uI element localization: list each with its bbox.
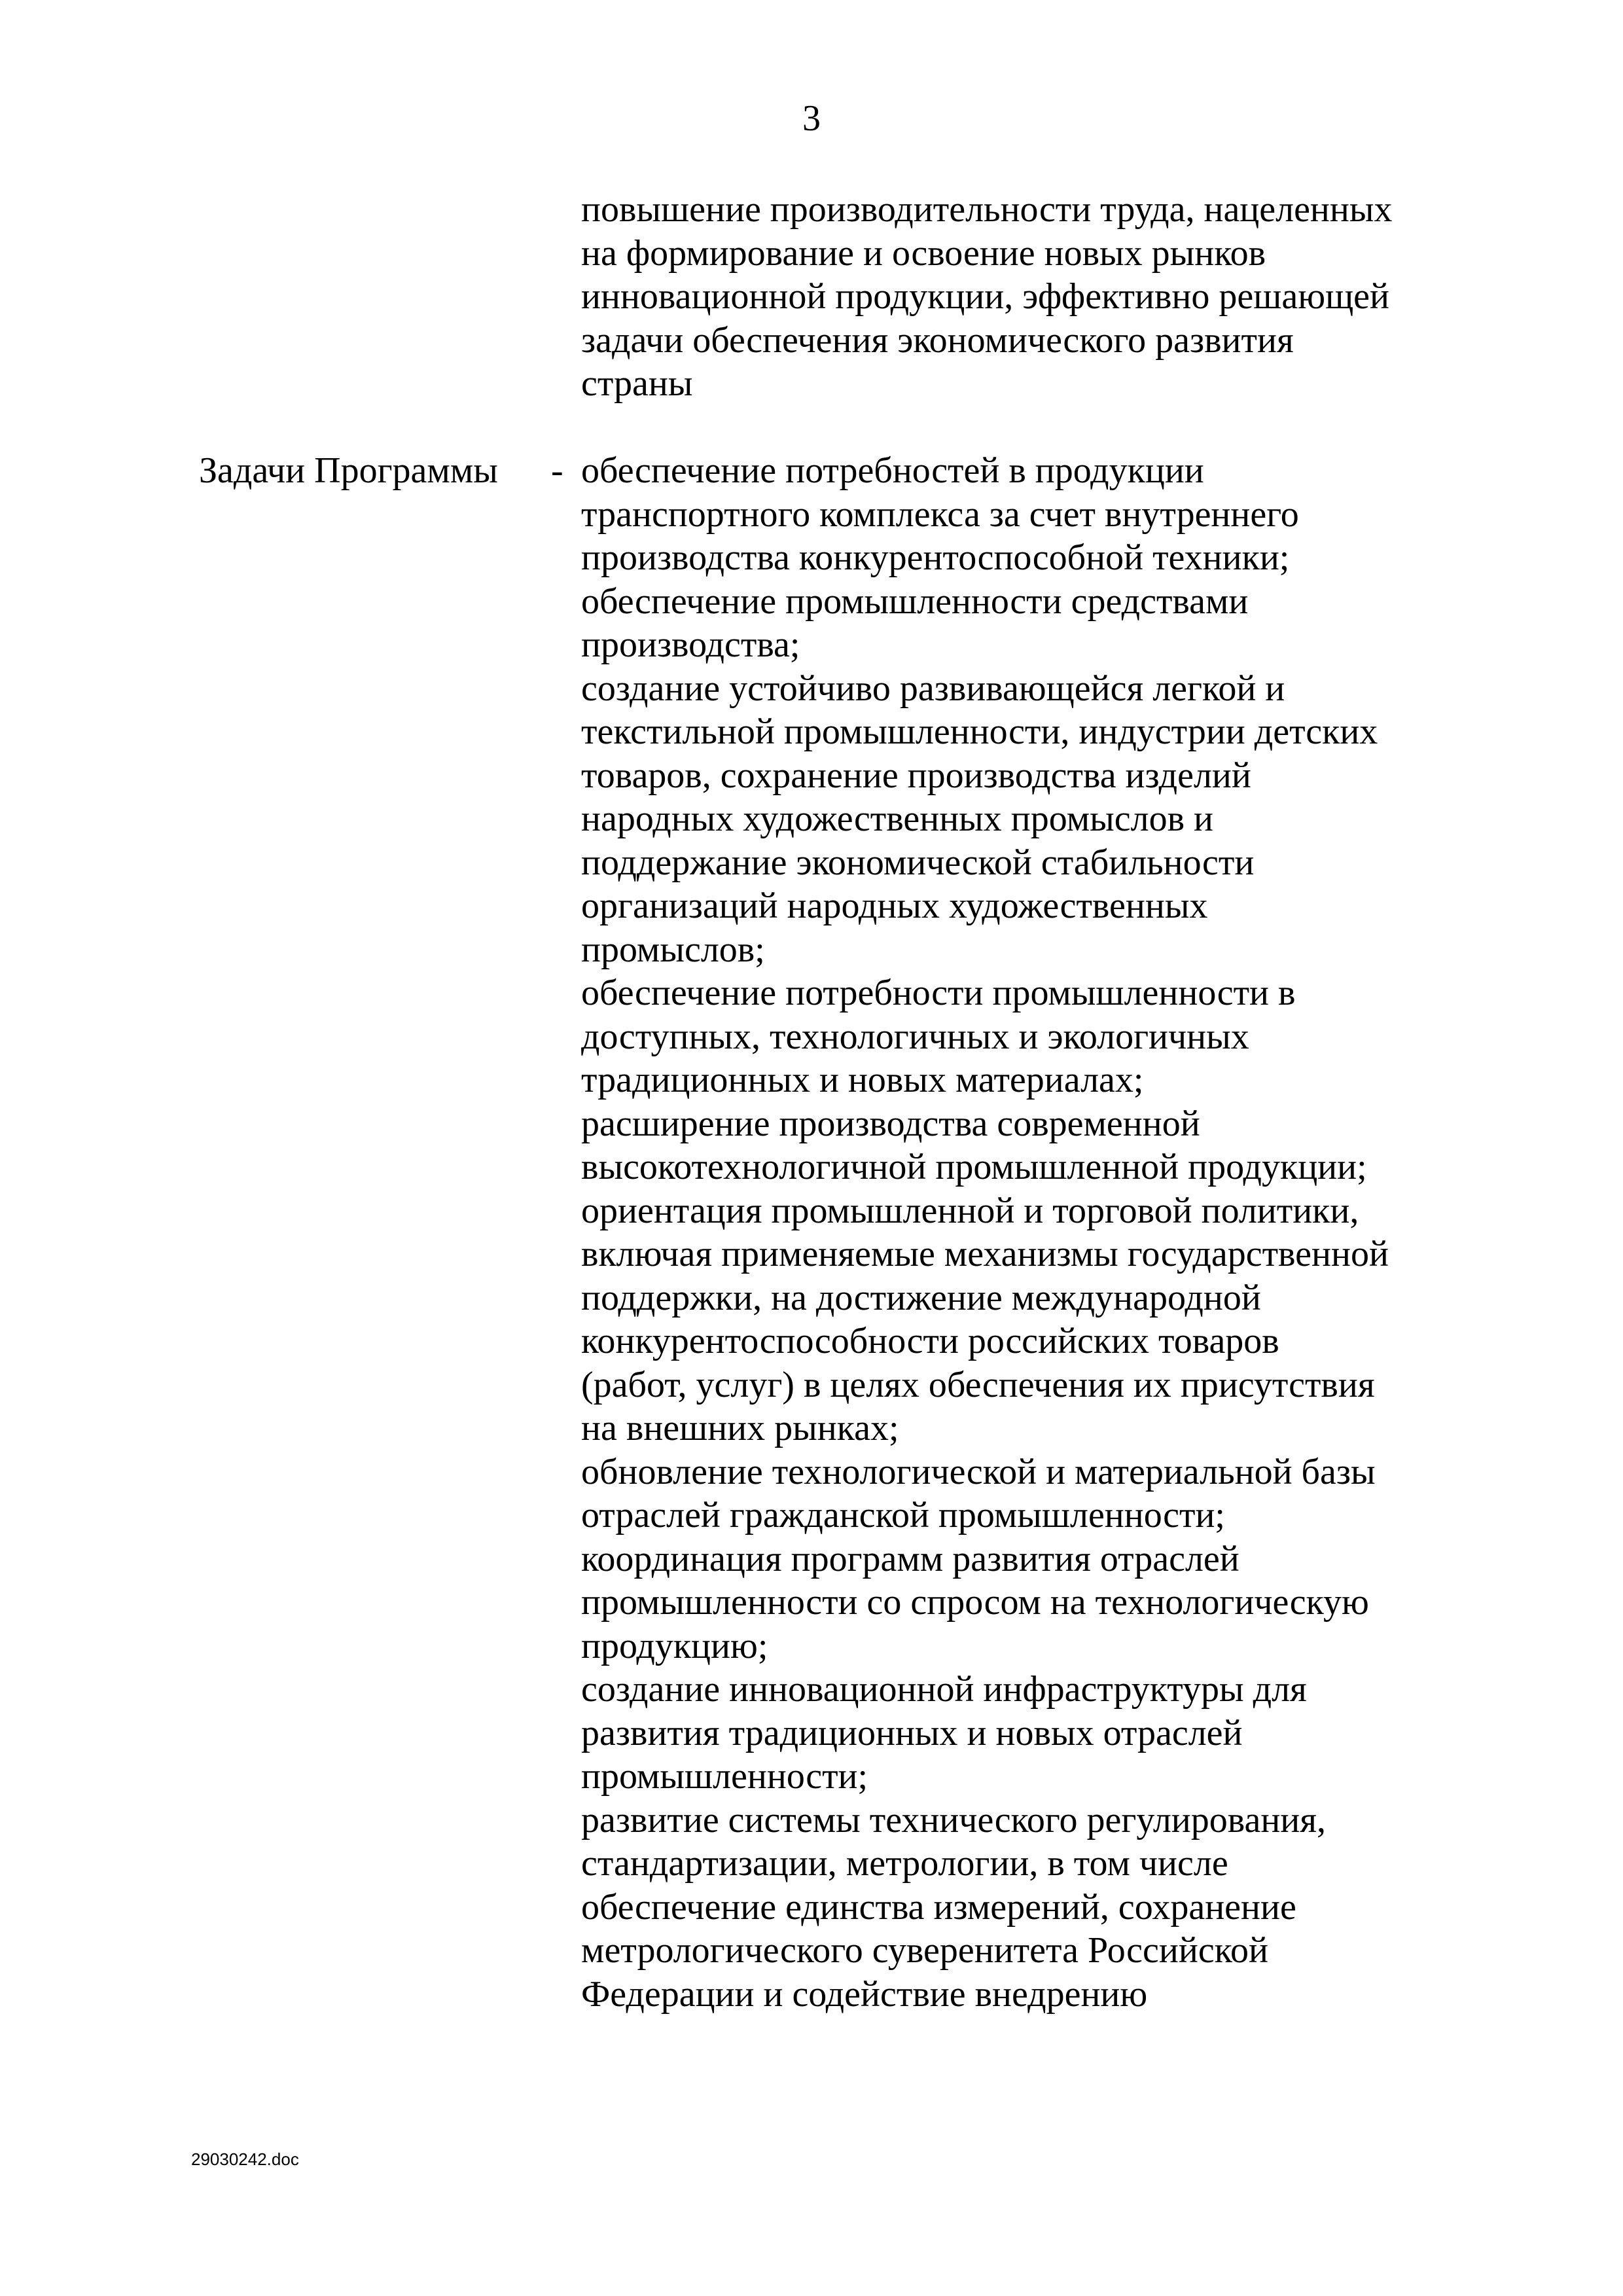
text-line: расширение производства современной <box>581 1103 1200 1144</box>
page-number: 3 <box>802 98 821 139</box>
text-line: обеспечение единства измерений, сохранение <box>581 1886 1296 1928</box>
text-line: доступных, технологичных и экологичных <box>581 1016 1249 1057</box>
text-line: координация программ развития отраслей <box>581 1538 1240 1579</box>
intro-text-block <box>581 188 1510 406</box>
text-line: обновление технологической и материальной базы <box>581 1451 1376 1492</box>
text-line: обеспечение потребности промышленности в <box>581 973 1296 1013</box>
tasks-label: Задачи Программы <box>199 450 498 491</box>
text-line: народных художественных промыслов и <box>581 798 1213 839</box>
text-line: развития традиционных и новых отраслей <box>581 1712 1243 1753</box>
text-line: промышленности со спросом на технологическую <box>581 1582 1369 1623</box>
text-line: традиционных и новых материалах; <box>581 1060 1144 1100</box>
text-line: обеспечение промышленности средствами <box>581 581 1249 622</box>
text-line: конкурентоспособности российских товаров <box>581 1321 1279 1361</box>
text-line: поддержание экономической стабильности <box>581 842 1255 883</box>
text-line: Федерации и содействие внедрению <box>581 1973 1148 2015</box>
text-line: создание устойчиво развивающейся легкой и <box>581 668 1285 709</box>
text-line: текстильной промышленности, индустрии детских <box>581 711 1378 752</box>
text-line: транспортного комплекса за счет внутреннего <box>581 493 1299 535</box>
text-line: продукцию; <box>581 1625 768 1666</box>
text-line: отраслей гражданской промышленности; <box>581 1495 1225 1535</box>
text-line: поддержки, на достижение международной <box>581 1277 1261 1318</box>
text-line: высокотехнологичной промышленной продукции; <box>581 1147 1367 1187</box>
text-line: обеспечение потребностей в продукции <box>581 450 1204 491</box>
text-line: (работ, услуг) в целях обеспечения их присутствия <box>581 1364 1375 1405</box>
text-line: производства конкурентоспособной техники; <box>581 537 1290 578</box>
text-line: промыслов; <box>581 929 765 970</box>
tasks-text-block <box>581 449 1510 2016</box>
text-line: развитие системы технического регулирования, <box>581 1799 1327 1840</box>
text-line: организаций народных художественных <box>581 886 1208 926</box>
text-line: ориентация промышленной и торговой политики, <box>581 1190 1359 1231</box>
text-line: на внешних рынках; <box>581 1408 899 1448</box>
tasks-dash: - <box>551 450 563 491</box>
text-line: метрологического суверенитета Российской <box>581 1930 1268 1971</box>
text-line: на формирование и освоение новых рынков <box>581 232 1266 274</box>
text-line: промышленности; <box>581 1756 868 1797</box>
text-line: производства; <box>581 624 800 665</box>
text-line: страны <box>581 363 693 404</box>
text-line: создание инновационной инфраструктуры для <box>581 1669 1307 1710</box>
text-line: задачи обеспечения экономического развития <box>581 319 1294 361</box>
text-line: товаров, сохранение производства изделий <box>581 755 1251 796</box>
text-line: включая применяемые механизмы государственной <box>581 1234 1389 1274</box>
text-line: стандартизации, метрологии, в том числе <box>581 1843 1228 1884</box>
text-line: инновационной продукции, эффективно решающей <box>581 276 1390 317</box>
footer-filename: 29030242.doc <box>191 2149 299 2169</box>
text-line: повышение производительности труда, нацеленных <box>581 189 1393 230</box>
